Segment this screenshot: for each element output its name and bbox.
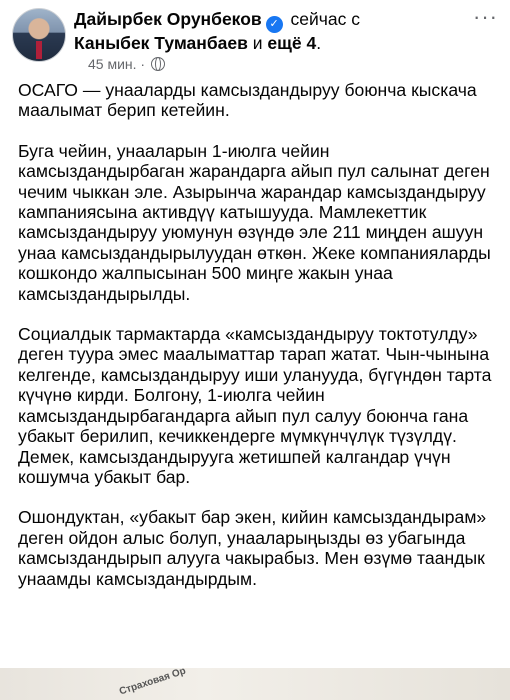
more-horizontal-icon[interactable]: ··· (473, 4, 498, 29)
post-image-preview[interactable] (0, 665, 510, 700)
post-body (18, 80, 498, 609)
with-prefix: сейчас с (290, 9, 361, 29)
post-paragraph: Буга чейин, унааларын 1-июлга чейин камсыздандырбаган жарандарга айып пул салынат деген чечим чыккан эле. Азырынча жарандар камсыздандыруу кампаниясына активдүү катышууда. Мамлекеттик камсыздандыруу уюмунун өзүндө эле 211 миңден ашуун унаа камсыздандырылуудан өткөн. Жеке компанияларды кошкондо жалпысынан 500 миңге жакын унаа камсыздандырылды. (18, 140, 491, 304)
author-name[interactable]: Дайырбек Орунбеков (74, 9, 262, 29)
public-globe-icon (151, 57, 165, 71)
post-paragraph: ОСАГО — унааларды камсыздандыруу боюнча кыскача маалымат берип кетейин. (18, 80, 477, 121)
and-text: и (252, 33, 263, 53)
author-avatar[interactable] (12, 8, 66, 62)
post-paragraph: Социалдык тармактарда «камсыздандыруу токтотулду» деген туура эмес маалыматтар тарап жатат. Чын-чынына келгенде, камсыздандыруу иши уланууда, бүгүндөн тарта күчүнө кирди. Болгону, 1-июлга чейин камсыздандырбагандарга айып пул салуу боюнча гана убакыт берилип, кечиккендерге мүмкүнчүлүк түзүлдү. Демек, камсыздандырууга жетишпей калгандар үчүн кошумча убакыт бар. (18, 324, 492, 487)
meta-dot: · (140, 56, 146, 72)
post-time[interactable]: 45 мин. (88, 56, 137, 72)
image-sign-text: Страховая Ор (117, 665, 188, 698)
post-header (0, 0, 510, 80)
post-title-line (74, 8, 360, 33)
period-text: . (316, 33, 322, 53)
post-paragraph: Ошондуктан, «убакыт бар экен, кийин камсыздандырам» деген ойдон алыс болуп, унааларыңызды өз убагында камсыздандырып алууга чакырабыз. Мен өзүмө таандык унаамды камсыздандырдым. (18, 507, 487, 589)
others-link[interactable]: ещё 4 (267, 33, 317, 53)
post-meta (88, 56, 165, 72)
tagged-line (74, 32, 321, 54)
tagged-person-link[interactable]: Каныбек Туманбаев (74, 33, 248, 53)
verified-badge-icon: ✓ (266, 16, 283, 33)
